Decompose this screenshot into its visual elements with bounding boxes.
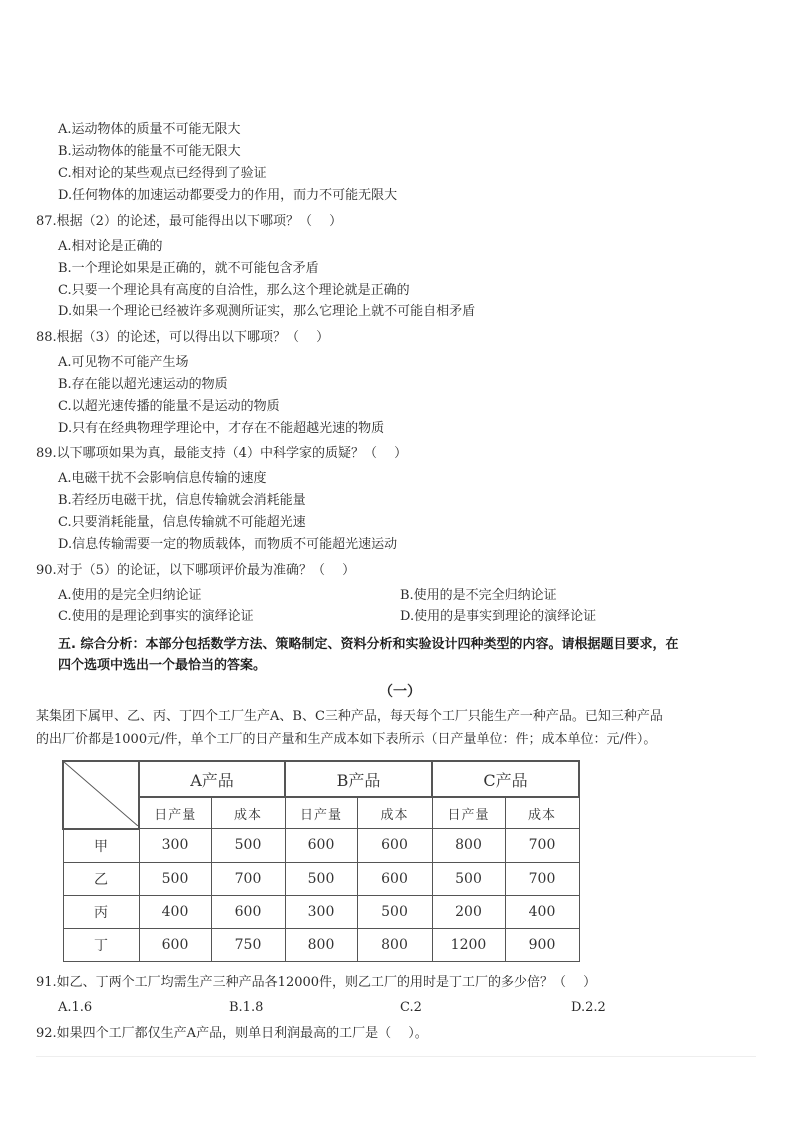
header-product-b: B产品 — [285, 761, 432, 797]
table-row — [63, 829, 579, 863]
intro-paragraph-line2: 的出厂价都是1000元/件，单个工厂的日产量和生产成本如下表所示（日产量单位：件；成本单位：元/件）。 — [36, 732, 657, 747]
header-product-a: A产品 — [139, 761, 285, 797]
q90-option-b: B.使用的是不完全归纳论证 — [400, 588, 557, 603]
q88-option-c: C.以超光速传播的能量不是运动的物质 — [58, 399, 280, 414]
subheader-output: 日产量 — [285, 797, 357, 829]
question-90-stem: 90.对于（5）的论证，以下哪项评价最为准确？（ ） — [36, 563, 356, 578]
question-89-stem: 89.以下哪项如果为真，最能支持（4）中科学家的质疑？（ ） — [36, 446, 408, 461]
table-cell: 600 — [285, 829, 357, 863]
q91-option-c: C.2 — [400, 1000, 422, 1015]
factory-data-table — [62, 760, 580, 962]
q87-option-b: B.一个理论如果是正确的，就不可能包含矛盾 — [58, 261, 319, 276]
factory-label: 丙 — [63, 895, 139, 928]
section-heading-line1: 五. 综合分析：本部分包括数学方法、策略制定、资料分析和实验设计四种类型的内容。请根据题目要求，在 — [58, 637, 679, 652]
table-cell: 300 — [285, 895, 357, 928]
table-cell: 500 — [139, 862, 211, 895]
table-cell: 500 — [211, 829, 285, 863]
table-cell: 750 — [211, 928, 285, 961]
table-cell: 500 — [432, 862, 505, 895]
factory-label: 丁 — [63, 928, 139, 961]
q91-option-d: D.2.2 — [571, 1000, 606, 1015]
page-divider — [36, 1056, 756, 1057]
question-92-stem: 92.如果四个工厂都仅生产A产品，则单日利润最高的工厂是（ ）。 — [36, 1026, 428, 1041]
q90-option-c: C.使用的是理论到事实的演绎论证 — [58, 609, 254, 624]
table-cell: 800 — [432, 829, 505, 863]
table-cell: 700 — [211, 862, 285, 895]
table-cell: 700 — [505, 829, 579, 863]
q87-option-c: C.只要一个理论具有高度的自洽性，那么这个理论就是正确的 — [58, 283, 410, 298]
section-heading-line2: 四个选项中选出一个最恰当的答案。 — [58, 658, 267, 673]
prev-option-a: A.运动物体的质量不可能无限大 — [58, 122, 241, 137]
table-cell: 500 — [357, 895, 432, 928]
table-cell: 900 — [505, 928, 579, 961]
prev-option-c: C.相对论的某些观点已经得到了验证 — [58, 166, 267, 181]
q87-option-d: D.如果一个理论已经被许多观测所证实，那么它理论上就不可能自相矛盾 — [58, 304, 476, 319]
question-91-stem: 91.如乙、丁两个工厂均需生产三种产品各12000件，则乙工厂的用时是丁工厂的多少倍？（ ） — [36, 975, 597, 990]
table-cell: 800 — [285, 928, 357, 961]
q91-option-a: A.1.6 — [58, 1000, 93, 1015]
header-product-c: C产品 — [432, 761, 579, 797]
table-cell: 400 — [505, 895, 579, 928]
table-row — [63, 895, 579, 928]
question-88-stem: 88.根据（3）的论述，可以得出以下哪项？（ ） — [36, 330, 330, 345]
q90-option-a: A.使用的是完全归纳论证 — [58, 588, 202, 603]
table-cell: 400 — [139, 895, 211, 928]
subheader-cost: 成本 — [505, 797, 579, 829]
subheader-output: 日产量 — [432, 797, 505, 829]
table-row — [63, 928, 579, 961]
table-cell: 600 — [211, 895, 285, 928]
intro-paragraph-line1: 某集团下属甲、乙、丙、丁四个工厂生产A、B、C三种产品，每天每个工厂只能生产一种产品。已知三种产品 — [36, 709, 663, 724]
table-cell: 600 — [357, 862, 432, 895]
prev-option-d: D.任何物体的加速运动都要受力的作用，而力不可能无限大 — [58, 188, 398, 203]
q88-option-b: B.存在能以超光速运动的物质 — [58, 377, 228, 392]
table-cell: 1200 — [432, 928, 505, 961]
subheader-output: 日产量 — [139, 797, 211, 829]
q89-option-c: C.只要消耗能量，信息传输就不可能超光速 — [58, 515, 306, 530]
table-cell: 600 — [139, 928, 211, 961]
table-cell: 200 — [432, 895, 505, 928]
table-cell: 700 — [505, 862, 579, 895]
question-87-stem: 87.根据（2）的论述，最可能得出以下哪项？（ ） — [36, 214, 343, 229]
subheader-cost: 成本 — [357, 797, 432, 829]
prev-option-b: B.运动物体的能量不可能无限大 — [58, 144, 241, 159]
q88-option-d: D.只有在经典物理学理论中，才存在不能超越光速的物质 — [58, 421, 385, 436]
table-cell: 800 — [357, 928, 432, 961]
q88-option-a: A.可见物不可能产生场 — [58, 355, 189, 370]
q87-option-a: A.相对论是正确的 — [58, 239, 163, 254]
section-subtitle: （一） — [379, 684, 421, 700]
q89-option-d: D.信息传输需要一定的物质载体，而物质不可能超光速运动 — [58, 537, 398, 552]
subheader-cost: 成本 — [211, 797, 285, 829]
table-row — [63, 862, 579, 895]
factory-label: 甲 — [63, 829, 139, 863]
table-cell: 300 — [139, 829, 211, 863]
table-corner-diagonal — [63, 761, 139, 829]
q90-option-d: D.使用的是事实到理论的演绎论证 — [400, 609, 597, 624]
table-cell: 500 — [285, 862, 357, 895]
table-cell: 600 — [357, 829, 432, 863]
q89-option-b: B.若经历电磁干扰，信息传输就会消耗能量 — [58, 493, 306, 508]
q89-option-a: A.电磁干扰不会影响信息传输的速度 — [58, 471, 267, 486]
factory-label: 乙 — [63, 862, 139, 895]
q91-option-b: B.1.8 — [229, 1000, 264, 1015]
